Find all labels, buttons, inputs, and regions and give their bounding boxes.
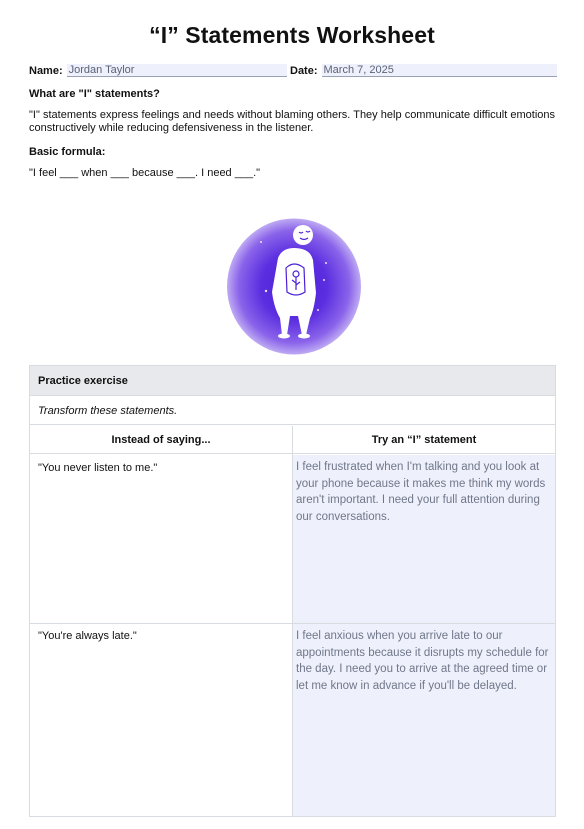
exercise-instruction: Transform these statements. [30,397,555,425]
column-header-instead: Instead of saying... [30,426,292,454]
date-field[interactable]: March 7, 2025 [322,64,557,77]
instead-cell-1: "You never listen to me." [38,462,158,474]
formula-heading: Basic formula: [29,146,106,158]
date-label: Date: [290,65,318,77]
formula-body: "I feel ___ when ___ because ___. I need ___." [29,167,261,179]
name-label: Name: [29,65,63,77]
page-title: “I” Statements Worksheet [149,22,435,48]
practice-exercise-card [29,365,556,817]
intro-body: "I" statements express feelings and needs without blaming others. They help communicate difficult emotions constructively while reducing defensiveness in the listener. [29,109,555,134]
date-row [290,64,557,77]
try-field-1[interactable]: I feel frustrated when I'm talking and you look at your phone because it makes me think my words aren't important. I need your full attention during our conversations. [293,455,555,623]
intro-heading: What are "I" statements? [29,88,160,100]
name-row [29,64,287,77]
exercise-title: Practice exercise [30,366,555,396]
column-header-try: Try an “I” statement [293,426,555,454]
instead-cell-2: "You're always late." [38,630,137,642]
try-field-2[interactable]: I feel anxious when you arrive late to our appointments because it disrupts my schedule for the day. I need you to arrive at the agreed time or let me know in advance if you'll be delayed. [293,624,555,816]
person-holding-flower-icon [226,218,362,355]
name-field[interactable]: Jordan Taylor [67,64,287,77]
